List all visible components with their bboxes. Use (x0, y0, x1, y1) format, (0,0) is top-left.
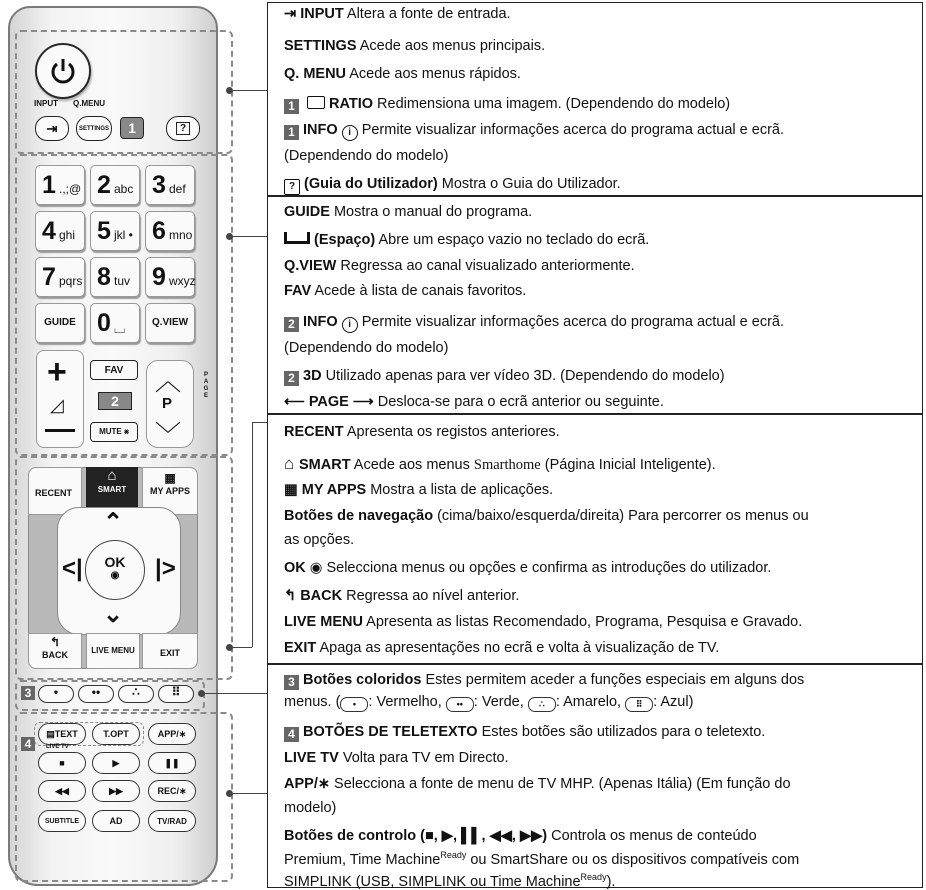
term: PAGE (308, 394, 349, 410)
key-2[interactable] (90, 165, 140, 205)
desc: Acede à lista de canais favoritos. (311, 283, 527, 299)
leader-line (230, 90, 267, 91)
row-app2: modelo) (284, 800, 337, 816)
row-colors (284, 672, 804, 690)
term: RATIO (329, 96, 374, 112)
row-control3 (284, 872, 615, 890)
program-label: P (162, 395, 173, 412)
guide-button[interactable] (35, 303, 85, 343)
red-button-icon: • (340, 697, 368, 712)
nav-down-icon[interactable]: ⌄ (103, 601, 124, 628)
row-nav2: as opções. (284, 532, 355, 548)
ad-button[interactable]: AD (92, 810, 140, 832)
key-letters: .,;@ (59, 182, 82, 196)
desc: : Azul) (653, 694, 694, 710)
volume-icon: ◿ (50, 395, 64, 415)
ok-dot-icon: ◉ (309, 560, 323, 576)
tag-3: 3 (21, 686, 35, 700)
home-icon: ⌂ (284, 454, 299, 473)
row-3d (284, 368, 725, 386)
key-digit: 6 (152, 217, 166, 245)
info-icon: i (342, 317, 358, 333)
play-icon: ▶ (112, 757, 120, 768)
desc: Altera a fonte de entrada. (343, 6, 511, 22)
desc: Selecciona a fonte de menu de TV MHP. (Apenas Itália) (Em função do (330, 776, 791, 792)
guide-button-label: GUIDE (44, 317, 76, 328)
topt-button[interactable]: T.OPT (92, 723, 140, 745)
term: LIVE TV (284, 750, 339, 766)
chevron-up-icon: ︿ (155, 366, 182, 396)
desc: Desloca-se para o ecrã anterior ou seguinte. (373, 394, 664, 410)
row-qmenu (284, 66, 521, 82)
term: 3D (303, 368, 322, 384)
user-guide-icon: ? (284, 179, 300, 195)
myapps-label: MY APPS (149, 486, 190, 496)
row-back (284, 588, 519, 604)
key-letters: tuv (114, 274, 131, 288)
nav-up-icon[interactable]: ⌃ (103, 509, 124, 536)
key-digit: 2 (97, 171, 111, 199)
term: OK (284, 560, 306, 576)
row-ok (284, 560, 771, 576)
num-tag: 3 (284, 675, 299, 690)
pause-button[interactable] (148, 752, 196, 774)
term: Q.VIEW (284, 258, 337, 274)
key-letters: jkl • (114, 228, 133, 242)
smart-label: SMART (97, 485, 127, 494)
desc: Apresenta as listas Recomendado, Programa, Pesquisa e Gravado. (362, 614, 803, 630)
term: FAV (284, 283, 312, 299)
red-button[interactable]: • (38, 685, 74, 703)
term: INPUT (300, 6, 344, 22)
desc: Acede aos menus rápidos. (346, 66, 521, 82)
desc: Controla os menus de conteúdo (547, 828, 757, 844)
power-icon (48, 56, 78, 86)
desc: Mostra o manual do programa. (329, 204, 533, 220)
ratio-button[interactable]: 1 (120, 117, 144, 139)
key-3[interactable] (145, 165, 195, 205)
user-guide-icon: ? (176, 122, 190, 135)
fastforward-icon: ▶▶ (109, 785, 123, 796)
term: MY APPS (301, 482, 367, 498)
key-digit: 9 (152, 263, 166, 291)
green-button-icon: •• (446, 697, 474, 712)
num-tag: 1 (284, 99, 299, 114)
desc: Volta para TV em Directo. (338, 750, 509, 766)
key-letters: abc (114, 182, 134, 196)
rewind-button[interactable] (38, 780, 86, 802)
input-icon: ⇥ (46, 120, 58, 136)
ready-sup: Ready (440, 850, 467, 860)
row-settings (284, 38, 545, 54)
row-colors2 (284, 694, 693, 712)
apps-grid-icon: ▦ (164, 471, 176, 485)
livetv-label: LIVE TV (46, 744, 69, 750)
desc: : Amarelo, (555, 694, 626, 710)
desc: Estes botões são utilizados para o teletexto. (477, 724, 766, 740)
blue-button[interactable]: ⠿ (158, 685, 194, 703)
key-digit: 5 (97, 217, 111, 245)
key-letters: def (169, 182, 186, 196)
term: RECENT (284, 424, 344, 440)
row-input (284, 6, 511, 22)
desc: Abre um espaço vazio no teclado do ecrã. (375, 232, 650, 248)
desc: (Página Inicial Inteligente). (540, 457, 716, 473)
stop-button[interactable] (38, 752, 86, 774)
row-livemenu (284, 614, 802, 630)
power-button[interactable] (35, 43, 91, 99)
key-letters: ghi (59, 228, 76, 242)
desc: (cima/baixo/esquerda/direita) Para percorrer os menus ou (433, 508, 809, 524)
right-arrow-icon: ⟶ (348, 394, 374, 410)
desc: : Verde, (473, 694, 528, 710)
term: SMART (299, 457, 351, 473)
control-symbols: (■, ▶, ▌▌, ◀◀, ▶▶) (416, 828, 548, 844)
subtitle-button[interactable]: SUBTITLE (38, 810, 86, 832)
desc: Apresenta os registos anteriores. (343, 424, 560, 440)
ratio-icon (307, 96, 325, 109)
leader-line (230, 236, 267, 237)
blue-button-icon: ⠿ (625, 697, 653, 712)
num-tag: 4 (284, 727, 299, 742)
page-vertical-label: P A G E (203, 372, 209, 399)
program-rocker[interactable] (146, 360, 194, 448)
input-label: INPUT (34, 99, 58, 108)
desc: Redimensiona uma imagem. (Dependendo do modelo) (373, 96, 731, 112)
row-page (284, 394, 664, 410)
key-digit: 4 (42, 217, 56, 245)
row-ratio (284, 96, 730, 114)
row-info2 (284, 314, 784, 333)
settings-button[interactable]: SETTINGS (76, 116, 112, 141)
volume-rocker[interactable] (36, 350, 84, 448)
row-guia (284, 176, 621, 195)
desc: Regressa ao nível anterior. (342, 588, 520, 604)
chevron-down-icon: ﹀ (155, 420, 182, 450)
row-app (284, 776, 791, 792)
desc: Permite visualizar informações acerca do programa actual e ecrã. (357, 122, 784, 138)
key-letters: wxyz (169, 274, 196, 288)
desc: Premium, Time Machine (284, 851, 441, 868)
key-8[interactable] (90, 257, 140, 297)
tvrad-button[interactable]: TV/RAD (148, 810, 196, 832)
key-7[interactable] (35, 257, 85, 297)
mute-button[interactable]: MUTE ⨳ (90, 422, 138, 442)
row-fav (284, 283, 526, 299)
desc: Acede aos menus (350, 457, 474, 473)
term: INFO (303, 122, 338, 138)
user-guide-button[interactable] (166, 116, 200, 141)
row-info1 (284, 122, 784, 141)
input-button[interactable] (35, 116, 69, 141)
rewind-icon: ◀◀ (55, 785, 69, 796)
remote-control-illustration (0, 0, 245, 884)
desc: Mostra a lista de aplicações. (366, 482, 554, 498)
leader-line (252, 422, 267, 423)
key-4[interactable] (35, 211, 85, 251)
ok-label: OK (104, 554, 126, 570)
key-digit: 7 (42, 263, 56, 291)
pause-icon: ❚❚ (164, 757, 180, 768)
row-exit (284, 640, 719, 656)
term: (Espaço) (314, 232, 376, 248)
row-control2 (284, 850, 799, 868)
term: Botões de navegação (284, 508, 434, 524)
row-smart (284, 454, 716, 474)
back-arrow-icon: ↰ (284, 588, 301, 604)
desc: Mostra o Guia do Utilizador. (437, 176, 621, 192)
qmenu-label: Q.MENU (73, 99, 105, 108)
nav-right-icon[interactable]: |> (155, 555, 176, 582)
key-letters: mno (169, 228, 193, 242)
info2-button[interactable]: 2 (98, 392, 132, 410)
recent-label: RECENT (35, 488, 73, 498)
row-teletext (284, 724, 765, 742)
desc: Apaga as apresentações no ecrã e volta à visualização de TV. (316, 640, 720, 656)
row-info1-dep: (Dependendo do modelo) (284, 148, 449, 164)
apps-grid-icon: ▦ (284, 482, 302, 498)
volume-down-icon (45, 429, 75, 432)
back-label: BACK (42, 650, 68, 660)
term: SETTINGS (284, 38, 357, 54)
space-icon (284, 232, 310, 244)
ok-dot-icon: ◉ (110, 570, 120, 581)
app-button[interactable]: APP/∗ (148, 723, 196, 745)
stop-icon: ■ (59, 758, 65, 768)
back-arrow-icon: ↰ (49, 635, 61, 649)
desc: menus. ( (284, 694, 341, 710)
term: EXIT (284, 640, 317, 656)
leader-line (230, 793, 267, 794)
volume-up-icon: + (47, 353, 67, 391)
key-digit: 8 (97, 263, 111, 291)
row-myapps (284, 482, 553, 498)
key-5[interactable] (90, 211, 140, 251)
desc: ou SmartShare ou os dispositivos compatíveis com (466, 851, 800, 868)
left-arrow-icon: ⟵ (284, 394, 309, 410)
desc: : Vermelho, (368, 694, 446, 710)
home-icon: ⌂ (107, 467, 117, 484)
key-digit: 3 (152, 171, 166, 199)
desc: Selecciona menus ou opções e confirma as introduções do utilizador. (322, 560, 772, 576)
term: Botões coloridos (303, 672, 422, 688)
row-nav (284, 508, 809, 524)
key-digit: 0 (97, 309, 111, 337)
key-letters: pqrs (59, 274, 83, 288)
desc: SIMPLINK (USB, SIMPLINK ou Time Machine (284, 873, 581, 890)
desc-smarthome: Smarthome (473, 457, 541, 473)
leader-line (230, 647, 252, 648)
rec-button[interactable]: REC/∗ (148, 780, 196, 802)
input-icon: ⇥ (284, 6, 301, 22)
livemenu-button[interactable]: LIVE MENU (86, 633, 140, 669)
desc: Regressa ao canal visualizado anteriormente. (336, 258, 635, 274)
back-button[interactable] (28, 633, 82, 669)
play-button[interactable] (92, 752, 140, 774)
row-qview (284, 258, 635, 274)
fav-button[interactable]: FAV (90, 360, 138, 380)
term: INFO (303, 314, 338, 330)
desc: Acede aos menus principais. (356, 38, 546, 54)
term: BACK (300, 588, 343, 604)
space-icon: ⌴ (114, 320, 126, 336)
term: (Guia do Utilizador) (304, 176, 438, 192)
row-guide (284, 204, 532, 220)
yellow-button[interactable]: ∴ (118, 685, 154, 703)
row-livetv (284, 750, 509, 766)
ready-sup: Ready (580, 872, 607, 882)
key-9[interactable] (145, 257, 195, 297)
leader-line (252, 422, 253, 647)
desc: Utilizado apenas para ver vídeo 3D. (Dependendo do modelo) (321, 368, 725, 384)
term: Q. MENU (284, 66, 347, 82)
nav-left-icon[interactable]: <| (62, 555, 83, 582)
num-tag: 2 (284, 317, 299, 332)
qview-button-label: Q.VIEW (151, 317, 189, 328)
term: GUIDE (284, 204, 330, 220)
term: APP/∗ (284, 776, 330, 792)
yellow-button-icon: ∴ (528, 697, 556, 712)
num-tag: 1 (284, 125, 299, 140)
key-1[interactable] (35, 165, 85, 205)
term: BOTÕES DE TELETEXTO (303, 724, 478, 740)
tag-4: 4 (21, 737, 35, 751)
green-button[interactable]: •• (78, 685, 114, 703)
row-control (284, 828, 757, 844)
info-icon: i (342, 125, 358, 141)
key-6[interactable] (145, 211, 195, 251)
fastforward-button[interactable] (92, 780, 140, 802)
ok-button[interactable] (85, 540, 145, 600)
key-0[interactable] (90, 303, 140, 343)
row-info2-dep: (Dependendo do modelo) (284, 340, 449, 356)
desc: Estes permitem aceder a funções especiais em alguns dos (421, 672, 805, 688)
term: Botões de controlo (284, 828, 417, 844)
key-digit: 1 (42, 171, 56, 199)
exit-button[interactable]: EXIT (142, 633, 198, 669)
desc: ). (606, 873, 616, 890)
row-recent (284, 424, 560, 440)
leader-line (202, 693, 267, 694)
term: LIVE MENU (284, 614, 363, 630)
text-button[interactable]: ▤TEXT (38, 723, 86, 745)
row-espaco (284, 232, 649, 248)
smart-button[interactable] (86, 467, 138, 507)
num-tag: 2 (284, 371, 299, 386)
qview-button[interactable] (145, 303, 195, 343)
desc: Permite visualizar informações acerca do programa actual e ecrã. (357, 314, 784, 330)
